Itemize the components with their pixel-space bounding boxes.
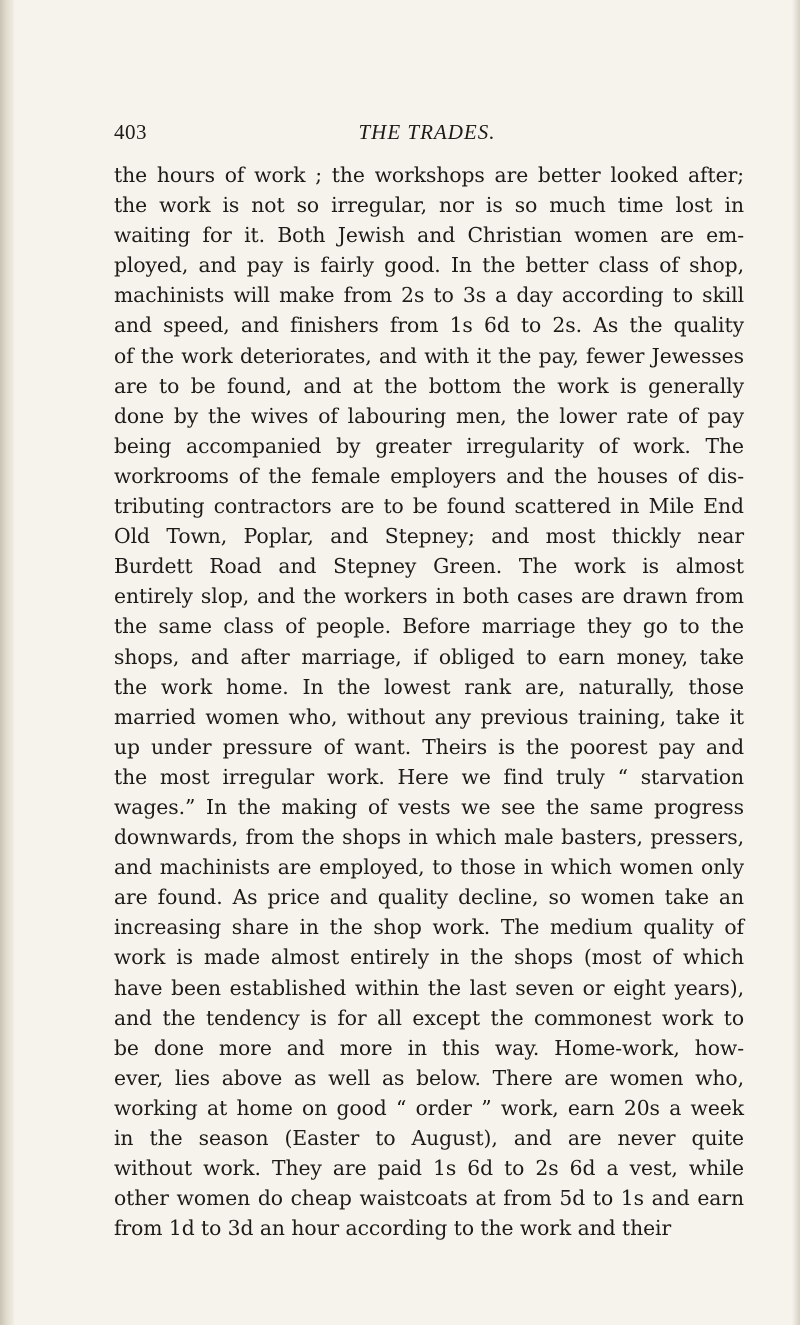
- text-line: done by the wives of labouring men, the lower rate of pay: [114, 403, 744, 428]
- text-line: other women do cheap waistcoats at from 5d to 1s and earn: [114, 1186, 744, 1211]
- page-edge-shadow: [792, 0, 800, 1325]
- text-line: of the work deteriorates, and with it the pay, fewer Jewesses: [114, 343, 744, 368]
- text-line: being accompanied by greater irregularity of work. The: [114, 433, 744, 458]
- text-line: work is made almost entirely in the shops (most of which: [114, 945, 744, 970]
- text-line: increasing share in the shop work. The medium quality of: [114, 915, 744, 940]
- text-line: Old Town, Poplar, and Stepney; and most thickly near: [114, 524, 744, 549]
- text-line: the hours of work ; the workshops are better looked after;: [114, 163, 744, 187]
- text-line: entirely slop, and the workers in both cases are drawn from: [114, 584, 744, 609]
- text-line: have been established within the last seven or eight years),: [114, 975, 744, 1000]
- text-line: ployed, and pay is fairly good. In the better class of shop,: [114, 253, 744, 278]
- page-header: [114, 120, 740, 150]
- body-text: [114, 160, 744, 1243]
- text-line: the same class of people. Before marriage they go to the: [114, 614, 744, 639]
- text-line: be done more and more in this way. Home-work, how-: [114, 1035, 744, 1060]
- text-line: tributing contractors are to be found scattered in Mile End: [114, 494, 744, 519]
- text-line: workrooms of the female employers and the houses of dis-: [114, 463, 744, 488]
- text-line: the work home. In the lowest rank are, naturally, those: [114, 674, 744, 699]
- text-line: without work. They are paid 1s 6d to 2s 6d a vest, while: [114, 1156, 744, 1181]
- running-head: THE TRADES.: [358, 120, 496, 144]
- page-number: 403: [114, 120, 147, 144]
- text-line: waiting for it. Both Jewish and Christian women are em-: [114, 223, 744, 248]
- text-line: and the tendency is for all except the commonest work to: [114, 1005, 744, 1030]
- text-line: Burdett Road and Stepney Green. The work is almost: [114, 554, 744, 579]
- text-line: and machinists are employed, to those in which women only: [114, 855, 744, 880]
- text-line: up under pressure of want. Theirs is the poorest pay and: [114, 734, 744, 759]
- text-line: in the season (Easter to August), and are never quite: [114, 1126, 744, 1150]
- text-line: working at home on good “ order ” work, earn 20s a week: [114, 1095, 744, 1120]
- text-line: are to be found, and at the bottom the work is generally: [114, 373, 744, 398]
- page-binding-shadow: [0, 0, 14, 1325]
- text-line: wages.” In the making of vests we see the same progress: [114, 794, 744, 819]
- text-line: downwards, from the shops in which male basters, pressers,: [114, 825, 744, 850]
- text-line: and speed, and finishers from 1s 6d to 2s. As the quality: [114, 313, 744, 338]
- text-line: shops, and after marriage, if obliged to earn money, take: [114, 644, 744, 669]
- text-line: ever, lies above as well as below. There are women who,: [114, 1065, 744, 1090]
- text-line: machinists will make from 2s to 3s a day according to skill: [114, 283, 744, 308]
- text-line: are found. As price and quality decline, so women take an: [114, 885, 744, 910]
- text-line: married women who, without any previous training, take it: [114, 704, 744, 729]
- text-line: the work is not so irregular, nor is so much time lost in: [114, 193, 744, 218]
- text-line: from 1d to 3d an hour according to the work and their: [114, 1216, 672, 1241]
- text-line: the most irregular work. Here we find truly “ starvation: [114, 764, 744, 789]
